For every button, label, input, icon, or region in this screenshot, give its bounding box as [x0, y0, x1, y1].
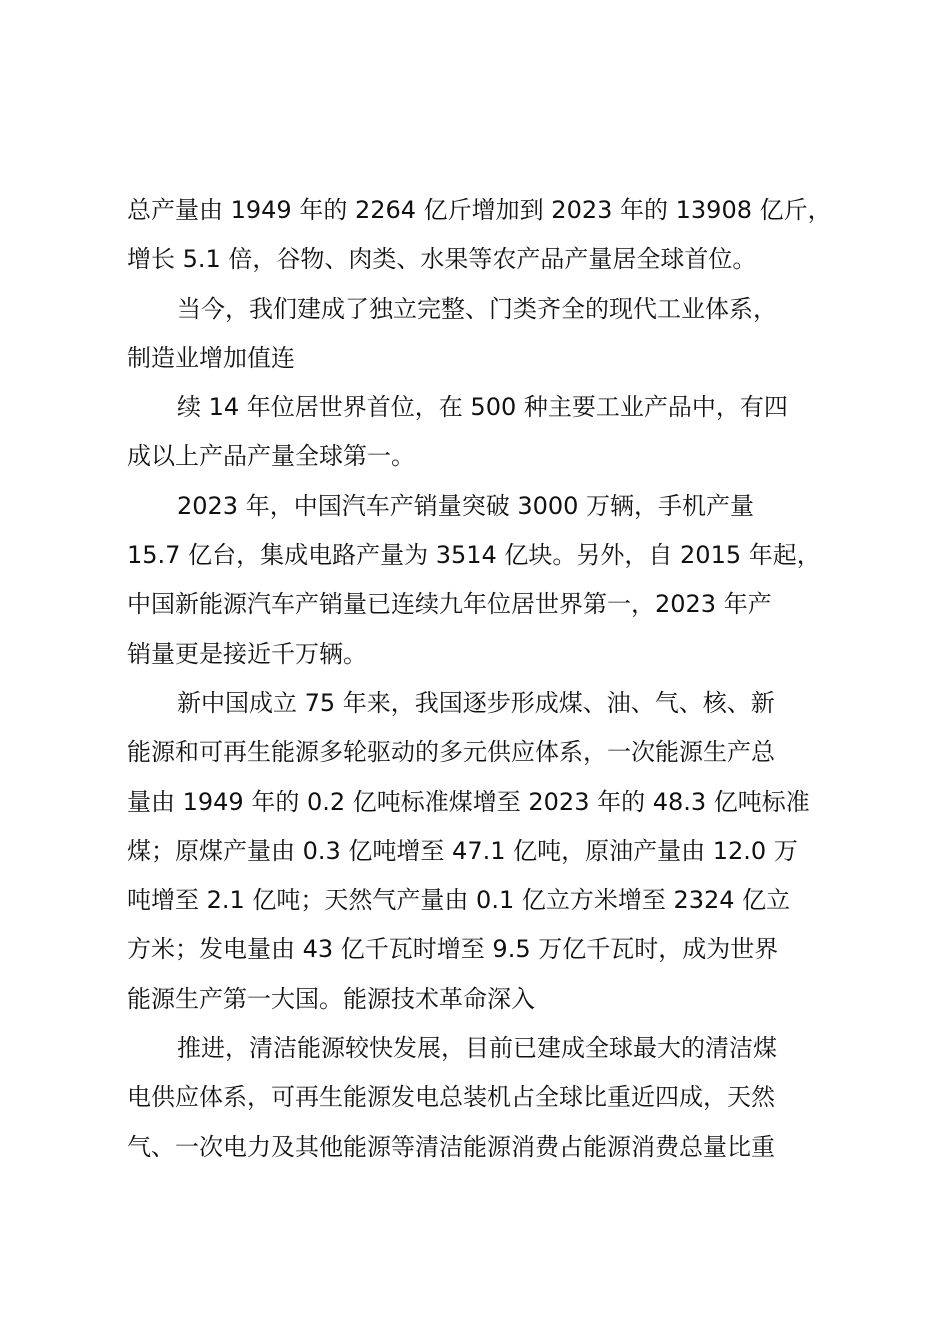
text-line: 能源和可再生能源多轮驱动的多元供应体系，一次能源生产总 — [127, 738, 775, 767]
text-line: 吨增至 2.1 亿吨；天然气产量由 0.1 亿立方米增至 2324 亿立 — [127, 886, 791, 915]
text-line: 推进，清洁能源较快发展，目前已建成全球最大的清洁煤 — [177, 1034, 777, 1063]
text-line: 销量更是接近千万辆。 — [127, 639, 367, 668]
text-line: 当今，我们建成了独立完整、门类齐全的现代工业体系， — [177, 294, 777, 323]
text-line: 中国新能源汽车产销量已连续九年位居世界第一，2023 年产 — [127, 590, 772, 619]
text-line: 增长 5.1 倍，谷物、肉类、水果等农产品产量居全球首位。 — [127, 245, 757, 274]
text-line: 量由 1949 年的 0.2 亿吨标准煤增至 2023 年的 48.3 亿吨标准 — [127, 787, 810, 816]
text-line: 15.7 亿台，集成电路产量为 3514 亿块。另外，自 2015 年起， — [127, 541, 821, 570]
text-line: 电供应体系，可再生能源发电总装机占全球比重近四成，天然 — [127, 1083, 775, 1112]
text-line: 续 14 年位居世界首位，在 500 种主要工业产品中，有四 — [177, 393, 788, 422]
text-line: 成以上产品产量全球第一。 — [127, 442, 415, 471]
text-line: 总产量由 1949 年的 2264 亿斤增加到 2023 年的 13908 亿斤， — [127, 196, 832, 224]
document-body — [127, 186, 832, 1172]
text-line: 方米；发电量由 43 亿千瓦时增至 9.5 万亿千瓦时，成为世界 — [127, 935, 779, 964]
text-line: 煤；原煤产量由 0.3 亿吨增至 47.1 亿吨，原油产量由 12.0 万 — [127, 836, 798, 865]
text-line: 2023 年，中国汽车产销量突破 3000 万辆，手机产量 — [177, 491, 755, 520]
text-line: 气、一次电力及其他能源等清洁能源消费占能源消费总量比重 — [127, 1132, 775, 1161]
text-line: 制造业增加值连 — [127, 343, 295, 372]
text-line: 新中国成立 75 年来，我国逐步形成煤、油、气、核、新 — [177, 688, 775, 717]
text-line: 能源生产第一大国。能源技术革命深入 — [127, 984, 535, 1013]
